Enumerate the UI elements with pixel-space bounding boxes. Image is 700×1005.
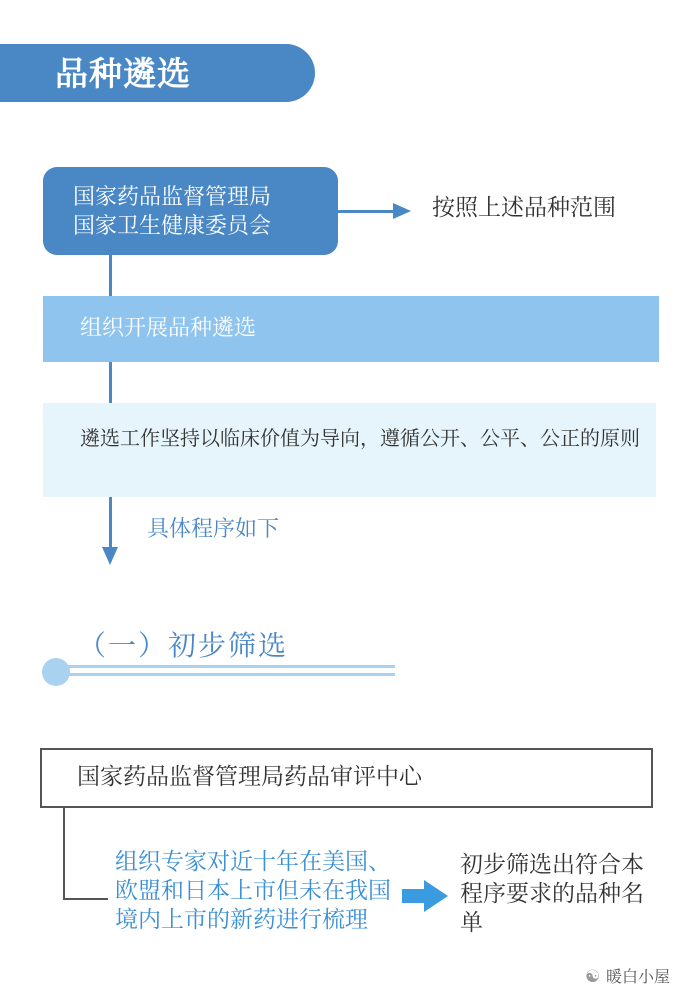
section-title: （一）初步筛选 — [78, 629, 289, 662]
tree-connector-horizontal — [63, 898, 108, 900]
organize-text: 组织开展品种遴选 — [80, 316, 257, 341]
tree-connector-vertical — [63, 808, 65, 900]
arrow-right-icon — [393, 203, 411, 219]
result-arrow-body — [402, 889, 426, 903]
arrow-right-icon — [424, 880, 448, 912]
watermark-text: 暖白小屋 — [606, 967, 671, 986]
procedure-label: 具体程序如下 — [147, 517, 280, 542]
experts-text: 组织专家对近十年在美国、欧盟和日本上市但未在我国境内上市的新药进行梳理 — [115, 849, 391, 933]
authority-line-1: 国家药品监督管理局 — [73, 185, 272, 210]
principle-text: 遴选工作坚持以临床价值为导向，遵循公开、公平、公正的原则 — [80, 426, 640, 450]
wechat-icon: ☯ — [585, 967, 601, 987]
scope-arrow-line — [338, 210, 396, 213]
center-text: 国家药品监督管理局药品审评中心 — [77, 764, 422, 790]
arrow-down-icon — [102, 547, 118, 565]
result-text: 初步筛选出符合本程序要求的品种名单 — [460, 852, 644, 936]
page-title: 品种遴选 — [55, 54, 191, 93]
section-rule-bottom — [60, 673, 395, 676]
authority-line-2: 国家卫生健康委员会 — [73, 214, 272, 239]
section-dot — [42, 658, 70, 686]
scope-text: 按照上述品种范围 — [432, 195, 616, 221]
section-rule-top — [60, 665, 395, 668]
